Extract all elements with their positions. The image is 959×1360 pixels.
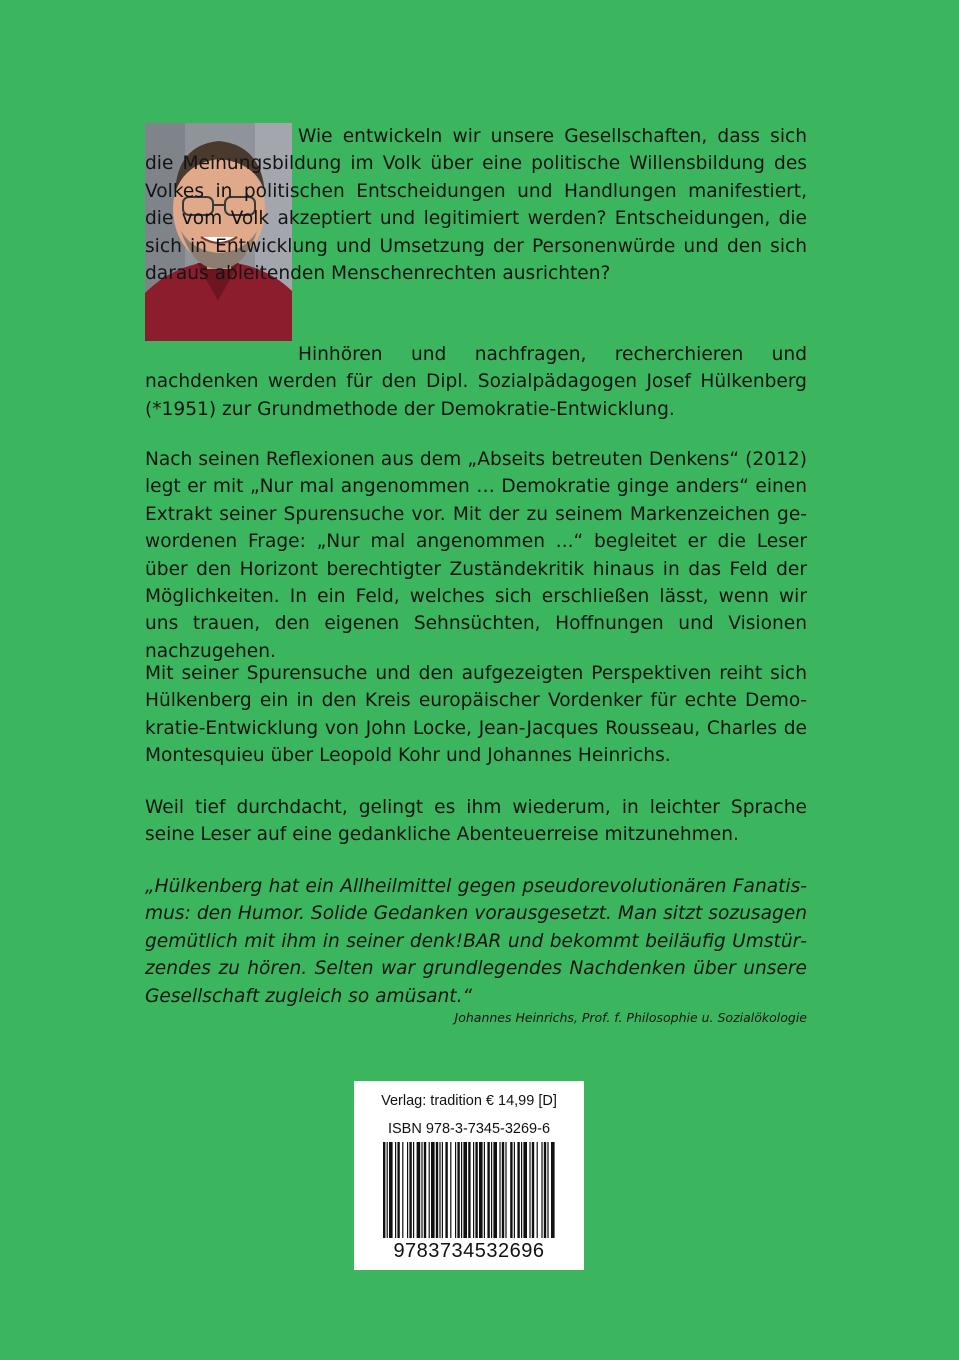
- barcode-bar: [473, 1142, 474, 1238]
- quote-attribution: Johannes Heinrichs, Prof. f. Philosophie u. Sozialökologie: [454, 1010, 807, 1025]
- barcode-bar: [505, 1142, 506, 1238]
- author-paragraph: Hinhören und nachfragen, recherchieren und nachdenken werden für den Dipl. Sozialpädagogen Josef Hülkenberg (*1951) zur Grundmethode der Demokratie-Entwicklung.: [145, 344, 807, 420]
- barcode-bar: [547, 1142, 548, 1238]
- barcode-bar: [468, 1142, 470, 1238]
- barcode-bar: [402, 1142, 403, 1238]
- barcode-bar: [529, 1142, 530, 1238]
- barcode-bar: [417, 1142, 421, 1238]
- barcode-bar: [544, 1142, 546, 1238]
- barcode-bar: [455, 1142, 456, 1238]
- barcode-bar: [436, 1142, 438, 1238]
- barcode-bar: [475, 1142, 477, 1238]
- barcode-bar: [387, 1142, 388, 1238]
- barcode-bar: [523, 1142, 527, 1238]
- barcode-bar: [409, 1142, 411, 1238]
- barcode-bar: [450, 1142, 451, 1238]
- barcode-bar: [395, 1142, 396, 1238]
- barcode-bar: [383, 1142, 385, 1238]
- barcode-bar: [424, 1142, 426, 1238]
- barcode-bar: [551, 1142, 555, 1238]
- barcode-bar: [397, 1142, 399, 1238]
- publisher-price: Verlag: tradition € 14,99 [D]: [381, 1093, 557, 1109]
- barcode-bar: [445, 1142, 447, 1238]
- language-paragraph: Weil tief durchdacht, gelingt es ihm wiederum, in leichter Sprache seine Leser auf eine gedankliche Abenteuerreise mitzunehmen.: [145, 797, 807, 846]
- barcode-bar: [487, 1142, 489, 1238]
- barcode-bar: [493, 1142, 497, 1238]
- barcode-bar: [479, 1142, 483, 1238]
- thinkers-paragraph: Mit seiner Spurensuche und den aufgezeigten Perspektiven reiht sich Hülkenberg ein in den Kreis europäischer Vordenker für echte Demokratie-Entwicklung von John Locke, Jean-Jacques Rousseau, Charles de Montesquieu über Leopold Kohr und Johannes Heinrichs.: [145, 663, 807, 767]
- barcode-bar: [532, 1142, 534, 1238]
- barcode-bar: [431, 1142, 435, 1238]
- barcode-bar: [461, 1142, 462, 1238]
- barcode-bar: [413, 1142, 414, 1238]
- isbn-label: ISBN 978-3-7345-3269-6: [387, 1121, 551, 1137]
- barcode-icon: [383, 1142, 555, 1238]
- barcode-bar: [521, 1142, 522, 1238]
- barcode-bar: [491, 1142, 492, 1238]
- barcode-bar: [499, 1142, 500, 1238]
- barcode-bar: [517, 1142, 519, 1238]
- barcode-bar: [502, 1142, 504, 1238]
- barcode-bar: [514, 1142, 515, 1238]
- barcode-bar: [439, 1142, 440, 1238]
- barcode-bar: [537, 1142, 538, 1238]
- barcode-box: [354, 1081, 584, 1270]
- reflection-paragraph: Nach seinen Reflexionen aus dem „Abseits betreuten Denkens“ (2012) legt er mit „Nur mal angenommen … Demokratie ginge anders“ einen Extrakt seiner Spurensuche vor. Mit der zu seinem Markenzeichen gewordenen Frage: „Nur mal angenommen ...“ begleitet er die Leser über den Horizont berechtigter Zuständekritik hinaus in das Feld der Möglichkeiten. In ein Feld, welches sich erschließen lässt, wenn wir uns trauen, den eigenen Sehnsüchten, Hoffnungen und Visionen nachzugehen.: [145, 449, 807, 662]
- barcode-bar: [421, 1142, 422, 1238]
- barcode-bar: [457, 1142, 459, 1238]
- barcode-bar: [389, 1142, 393, 1238]
- intro-paragraph: Wie entwickeln wir unsere Gesellschaften, dass sich die Meinungsbildung im Volk über eine politische Willensbildung des Volkes in politischen Entscheidungen und Handlungen manifestiert, die vom Volk akzeptiert und legitimiert werden? Entscheidungen, die sich in Entwicklung und Umsetzung der Personenwürde und den sich daraus ableitenden Menschenrechten ausrichten?: [145, 126, 807, 285]
- ean-number: 9783734532696: [393, 1240, 545, 1262]
- barcode-bar: [442, 1142, 443, 1238]
- barcode-bar: [429, 1142, 430, 1238]
- barcode-bar: [463, 1142, 467, 1238]
- review-quote: „Hülkenberg hat ein Allheilmittel gegen pseudorevolutionären Fanatismus: den Humor. Solide Gedanken vorausgesetzt. Man sitzt sozusagen gemütlich mit ihm in seiner denk!BAR und bekommt beiläufig Umstürzendes zu hören. Selten war grundlegendes Nachdenken über unsere Gesellschaft zugleich so amüsant.“: [145, 876, 807, 1007]
- barcode-bar: [407, 1142, 408, 1238]
- barcode-bar: [510, 1142, 512, 1238]
- barcode-bar: [484, 1142, 485, 1238]
- barcode-bar: [541, 1142, 542, 1238]
